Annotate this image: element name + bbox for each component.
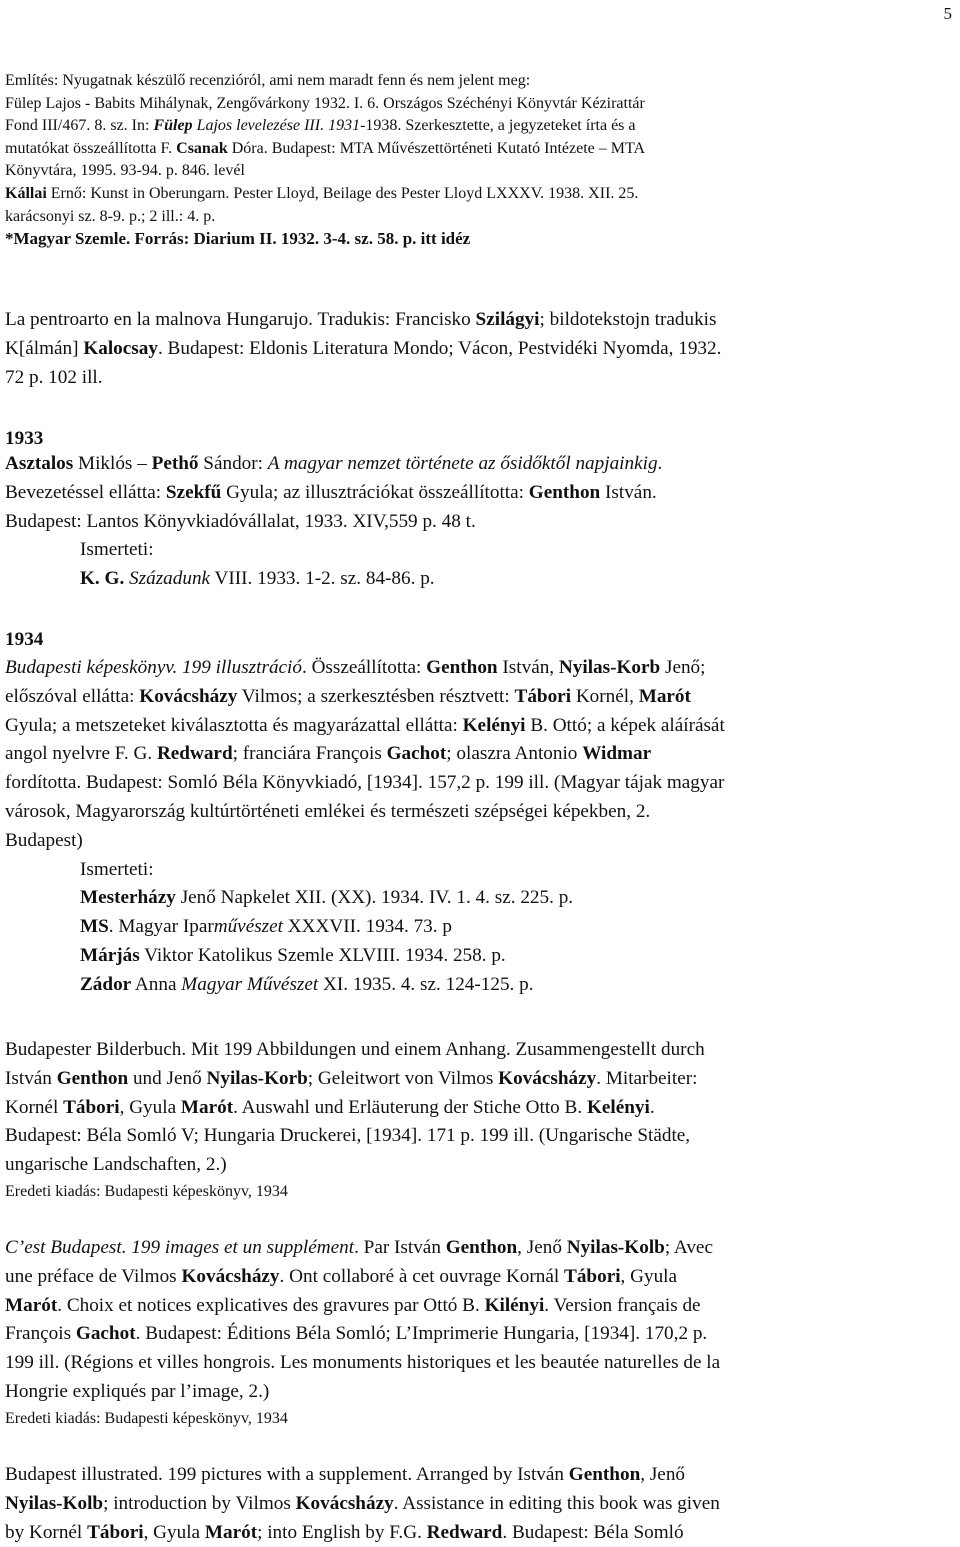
text-line: Budapester Bilderbuch. Mit 199 Abbildungen und einem Anhang. Zusammengestellt durch — [5, 1039, 705, 1060]
text-line: Fülep Lajos - Babits Mihálynak, Zengővárkony 1932. I. 6. Országos Széchényi Könyvtár Kézirattár — [5, 94, 645, 112]
text-line: Gyula; a metszeteket kiválasztotta és magyarázattal ellátta: Kelényi B. Ottó; a képek aláírását — [5, 714, 725, 736]
text-line: városok, Magyarország kultúrtörténeti emlékei és természeti szépségei képekben, 2. — [5, 800, 651, 822]
text-line: Bevezetéssel ellátta: Szekfű Gyula; az illusztrációkat összeállította: Genthon István. — [5, 481, 657, 503]
text-line: Említés: Nyugatnak készülő recenzióról, ami nem maradt fenn és nem jelent meg: — [5, 72, 531, 89]
bibliography-entry — [5, 654, 955, 1000]
text-line: Budapest) — [5, 829, 83, 851]
text-line: MS. Magyar Iparművészet XXXVII. 1934. 73. p — [80, 916, 452, 938]
text-line: karácsonyi sz. 8-9. p.; 2 ill.: 4. p. — [5, 207, 216, 225]
text-line: Marót. Choix et notices explicatives des gravures par Ottó B. Kilényi. Version français de — [5, 1294, 701, 1316]
text-line: K. G. Századunk VIII. 1933. 1-2. sz. 84-86. p. — [80, 568, 435, 590]
text-line: Budapesti képeskönyv. 199 illusztráció. Összeállította: Genthon István, Nyilas-Korb Jenő; — [5, 657, 706, 678]
page-number: 5 — [943, 4, 952, 23]
bibliography-entry — [5, 1234, 955, 1431]
text-line: une préface de Vilmos Kovácsházy. Ont collaboré à cet ouvrage Kornál Tábori, Gyula — [5, 1265, 678, 1287]
text-line: Hongrie expliqués par l’image, 2.) — [5, 1380, 270, 1402]
text-line: 72 p. 102 ill. — [5, 366, 103, 388]
text-line: by Kornél Tábori, Gyula Marót; into English by F.G. Redward. Budapest: Béla Somló — [5, 1521, 684, 1543]
bibliography-entry — [5, 306, 955, 392]
mention-entry — [5, 70, 955, 251]
text-line: François Gachot. Budapest: Éditions Béla Somló; L’Imprimerie Hungaria, [1934]. 170,2 p. — [5, 1323, 708, 1345]
text-line: La pentroarto en la malnova Hungarujo. Tradukis: Francisko Szilágyi; bildotekstojn tradukis — [5, 309, 717, 330]
text-line: Asztalos Miklós – Pethő Sándor: A magyar nemzet története az ősidőktől napjainkig. — [5, 453, 663, 474]
text-line: Ismerteti: — [80, 858, 154, 880]
edition-note: Eredeti kiadás: Budapesti képeskönyv, 1934 — [5, 1409, 288, 1427]
text-line: C’est Budapest. 199 images et un supplément. Par István Genthon, Jenő Nyilas-Kolb; Avec — [5, 1237, 713, 1258]
text-line: mutatókat összeállította F. Csanak Dóra. Budapest: MTA Művészettörténeti Kutató Intézete – MTA — [5, 139, 646, 157]
text-line: Nyilas-Kolb; introduction by Vilmos Kovácsházy. Assistance in editing this book was given — [5, 1492, 720, 1514]
bibliography-entry — [5, 450, 955, 594]
text-line: Könyvtára, 1995. 93-94. p. 846. levél — [5, 162, 245, 180]
text-line: Ismerteti: — [80, 539, 154, 561]
text-line: Budapest: Béla Somló V; Hungaria Druckerei, [1934]. 171 p. 199 ill. (Ungarische Städte, — [5, 1125, 691, 1147]
text-line: ungarische Landschaften, 2.) — [5, 1154, 227, 1176]
text-line: K[álmán] Kalocsay. Budapest: Eldonis Literatura Mondo; Vácon, Pestvidéki Nyomda, 1932. — [5, 337, 722, 359]
text-line: angol nyelvre F. G. Redward; franciára François Gachot; olaszra Antonio Widmar — [5, 743, 652, 765]
text-line: Kornél Tábori, Gyula Marót. Auswahl und Erläuterung der Stiche Otto B. Kelényi. — [5, 1096, 655, 1118]
year-heading: 1934 — [5, 629, 44, 650]
text-line: Márjás Viktor Katolikus Szemle XLVIII. 1934. 258. p. — [80, 944, 506, 966]
text-line: *Magyar Szemle. Forrás: Diarium II. 1932. 3-4. sz. 58. p. itt idéz — [5, 229, 471, 249]
bibliography-entry — [5, 1461, 955, 1547]
text-line: Zádor Anna Magyar Művészet XI. 1935. 4. sz. 124-125. p. — [80, 973, 534, 995]
text-line: fordította. Budapest: Somló Béla Könyvkiadó, [1934]. 157,2 p. 199 ill. (Magyar tájak magyar — [5, 772, 725, 794]
text-line: Budapest illustrated. 199 pictures with a supplement. Arranged by István Genthon, Jenő — [5, 1464, 686, 1485]
bibliography-entry — [5, 1036, 955, 1204]
text-line: Kállai Ernő: Kunst in Oberungarn. Pester Lloyd, Beilage des Pester Lloyd LXXXV. 1938. XII. 25. — [5, 184, 639, 202]
text-line: előszóval ellátta: Kovácsházy Vilmos; a szerkesztésben résztvett: Tábori Kornél, Marót — [5, 685, 691, 707]
text-line: Budapest: Lantos Könyvkiadóvállalat, 1933. XIV,559 p. 48 t. — [5, 510, 476, 532]
text-line: Mesterházy Jenő Napkelet XII. (XX). 1934. IV. 1. 4. sz. 225. p. — [80, 887, 574, 909]
text-line: 199 ill. (Régions et villes hongrois. Les monuments historiques et les beautée naturelles de la — [5, 1352, 721, 1374]
year-heading: 1933 — [5, 428, 44, 449]
text-line: Fond III/467. 8. sz. In: Fülep Lajos levelezése III. 1931-1938. Szerkesztette, a jegyzeteket írta és a — [5, 117, 636, 135]
text-line: István Genthon und Jenő Nyilas-Korb; Geleitwort von Vilmos Kovácsházy. Mitarbeiter: — [5, 1067, 698, 1089]
edition-note: Eredeti kiadás: Budapesti képeskönyv, 1934 — [5, 1182, 288, 1200]
